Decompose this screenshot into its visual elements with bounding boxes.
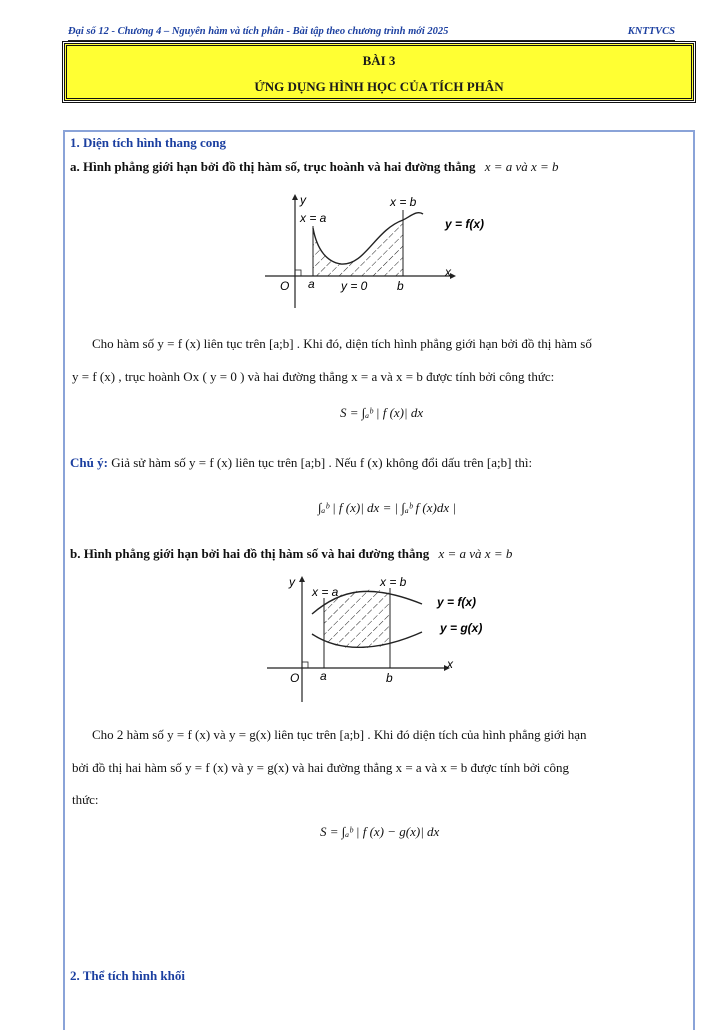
header-left: Đại số 12 - Chương 4 – Nguyên hàm và tích phân - Bài tập theo chương trình mới 2025 — [68, 26, 449, 37]
fig1-label-xa: x = a — [300, 211, 327, 225]
fig1-label-b: b — [397, 279, 404, 293]
fig2-label-xb: x = b — [380, 575, 407, 589]
sub-b-heading-math: x = a và x = b — [438, 546, 513, 561]
section1-heading: 1. Diện tích hình thang cong — [70, 135, 227, 150]
fig2-label-fx: y = f(x) — [437, 595, 477, 609]
sub-a-heading — [70, 159, 559, 175]
formula-note: ∫ₐᵇ | f (x)| dx = | ∫ₐᵇ f (x)dx | — [318, 500, 456, 515]
note-paragraph — [70, 455, 690, 470]
sub-b-para-line3: thức: — [72, 792, 99, 807]
fig1-label-a: a — [308, 277, 315, 291]
formula-area-b: S = ∫ₐᵇ | f (x) − g(x)| dx — [320, 824, 440, 839]
sub-b-para-line2: bởi đồ thị hai hàm số y = f (x) và y = g(x) và hai đường thẳng x = a và x = b được tính bởi công — [72, 760, 569, 775]
fig2-label-gx: y = g(x) — [440, 621, 483, 635]
lesson-title-box — [64, 43, 694, 101]
fig2-label-O: O — [290, 671, 300, 685]
fig1-label-y: y — [300, 193, 306, 207]
fig2-label-xa: x = a — [312, 585, 339, 599]
sub-b-para-line1: Cho 2 hàm số y = f (x) và y = g(x) liên tục trên [a;b] . Khi đó diện tích của hình phẳng giới hạn — [92, 727, 587, 742]
header-rule — [68, 40, 675, 41]
fig1-label-x: x — [445, 265, 451, 279]
note-text: Giả sử hàm số y = f (x) liên tục trên [a;b] . Nếu f (x) không đổi dấu trên [a;b] thì: — [107, 455, 533, 470]
formula-area-a: S = ∫ₐᵇ | f (x)| dx — [340, 405, 424, 420]
fig2-label-y: y — [289, 575, 295, 589]
lesson-number: BÀI 3 — [362, 53, 396, 68]
sub-a-heading-text: a. Hình phẳng giới hạn bởi đồ thị hàm số, trục hoành và hai đường thẳng — [70, 159, 476, 174]
sub-a-para-line1: Cho hàm số y = f (x) liên tục trên [a;b] . Khi đó, diện tích hình phẳng giới hạn bởi đồ thị hàm số — [92, 336, 592, 351]
sub-a-para-line2: y = f (x) , trục hoành Ox ( y = 0 ) và hai đường thẳng x = a và x = b được tính bởi công thức: — [72, 369, 555, 384]
fig2-label-x: x — [447, 657, 453, 671]
figure-area-between-curves — [262, 572, 502, 707]
figure-area-under-curve — [255, 190, 505, 315]
sub-b-heading — [70, 546, 512, 562]
fig1-label-fx: y = f(x) — [445, 217, 485, 231]
sub-a-heading-math: x = a và x = b — [484, 159, 559, 174]
header-right: KNTTVCS — [627, 26, 675, 37]
lesson-title: ỨNG DỤNG HÌNH HỌC CỦA TÍCH PHÂN — [254, 79, 504, 94]
section2-heading: 2. Thể tích hình khối — [70, 968, 186, 983]
sub-b-heading-text: b. Hình phẳng giới hạn bởi hai đồ thị hàm số và hai đường thẳng — [70, 546, 430, 561]
fig1-label-O: O — [280, 279, 290, 293]
fig2-label-b: b — [386, 671, 393, 685]
fig1-label-y0: y = 0 — [341, 279, 368, 293]
note-label: Chú ý: — [70, 455, 108, 470]
fig1-label-xb: x = b — [390, 195, 417, 209]
fig2-label-a: a — [320, 669, 327, 683]
